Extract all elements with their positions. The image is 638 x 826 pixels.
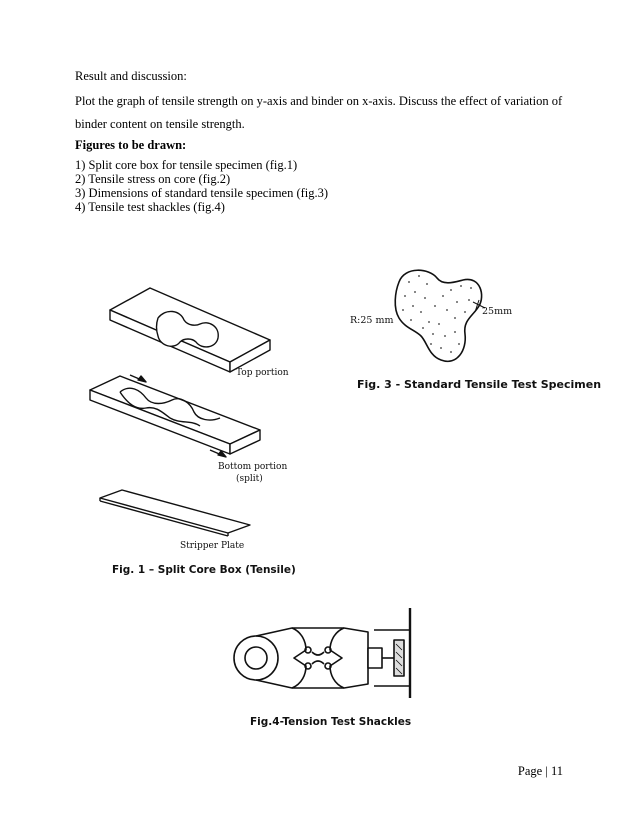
fig1-label-top-portion: Top portion: [236, 368, 289, 378]
fig1-label-bottom-portion: Bottom portion: [218, 462, 288, 472]
figure-list-item: 3) Dimensions of standard tensile specimen (fig.3): [75, 186, 329, 200]
fig3-tensile-specimen-drawing: [385, 262, 495, 372]
instruction-line-1: Plot the graph of tensile strength on y-axis and binder on x-axis. Discuss the effect of variation of: [75, 94, 563, 108]
figure-list-item: 4) Tensile test shackles (fig.4): [75, 200, 225, 214]
fig1-caption: Fig. 1 – Split Core Box (Tensile): [112, 564, 296, 576]
fig3-radius-label: R:25 mm: [350, 315, 394, 326]
figures-heading: Figures to be drawn:: [75, 138, 187, 152]
fig4-caption: Fig.4-Tension Test Shackles: [250, 716, 412, 728]
instruction-line-2: binder content on tensile strength.: [75, 117, 245, 131]
result-heading: Result and discussion:: [75, 69, 187, 83]
page-number: Page | 11: [517, 764, 563, 778]
fig4-tension-shackles-drawing: [228, 606, 428, 702]
fig1-split-core-box-drawing: [80, 280, 300, 560]
fig3-caption: Fig. 3 - Standard Tensile Test Specimen: [357, 378, 602, 391]
fig1-label-split: (split): [236, 474, 263, 484]
fig1-label-stripper-plate: Stripper Plate: [180, 541, 245, 551]
figure-list-item: 1) Split core box for tensile specimen (fig.1): [75, 158, 298, 172]
fig3-width-label: 25mm: [482, 306, 513, 317]
figure-list-item: 2) Tensile stress on core (fig.2): [75, 172, 231, 186]
